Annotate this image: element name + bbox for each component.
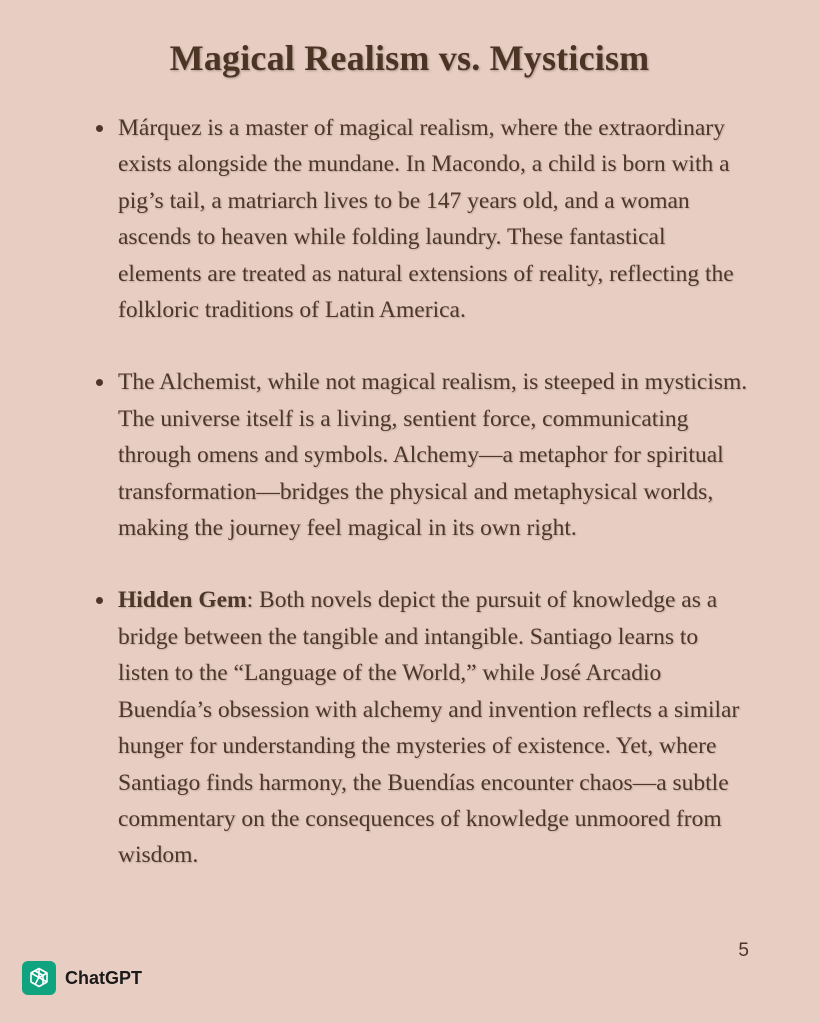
bullet-text: The Alchemist, while not magical realism, is steeped in mysticism. The universe itself is a living, sentient force, communicating through omens and symbols. Alchemy—a metaphor for spiritual transformation—bridges the physical and metaphysical worlds, making the journey feel magical in its own right. — [118, 369, 748, 542]
brand-name: ChatGPT — [65, 967, 143, 988]
bullet-item-hidden-gem — [92, 582, 752, 873]
bullet-text: : Both novels depict the pursuit of knowledge as a bridge between the tangible and intangible. Santiago learns to listen to the “Language of the World,” while José Arcadio Buendía’s obsession with alchemy and invention reflects a similar hunger for understanding the mysteries of existence. Yet, where Santiago finds harmony, the Buendías encounter chaos—a subtle commentary on the consequences of knowledge unmoored from wisdom. — [118, 587, 740, 869]
page-title: Magical Realism vs. Mysticism — [169, 38, 650, 78]
brand-footer — [22, 961, 142, 995]
chatgpt-logo-icon — [22, 961, 56, 995]
bullet-text: Márquez is a master of magical realism, where the extraordinary exists alongside the mundane. In Macondo, a child is born with a pig’s tail, a matriarch lives to be 147 years old, and a woman ascends to heaven while folding laundry. These fantastical elements are treated as natural extensions of reality, reflecting the folkloric traditions of Latin America. — [118, 115, 734, 324]
bullet-lead: Hidden Gem — [118, 587, 247, 614]
page-number: 5 — [738, 940, 749, 961]
bullet-item-magical-realism — [92, 110, 752, 328]
bullet-list — [92, 110, 752, 910]
bullet-item-mysticism — [92, 364, 752, 546]
